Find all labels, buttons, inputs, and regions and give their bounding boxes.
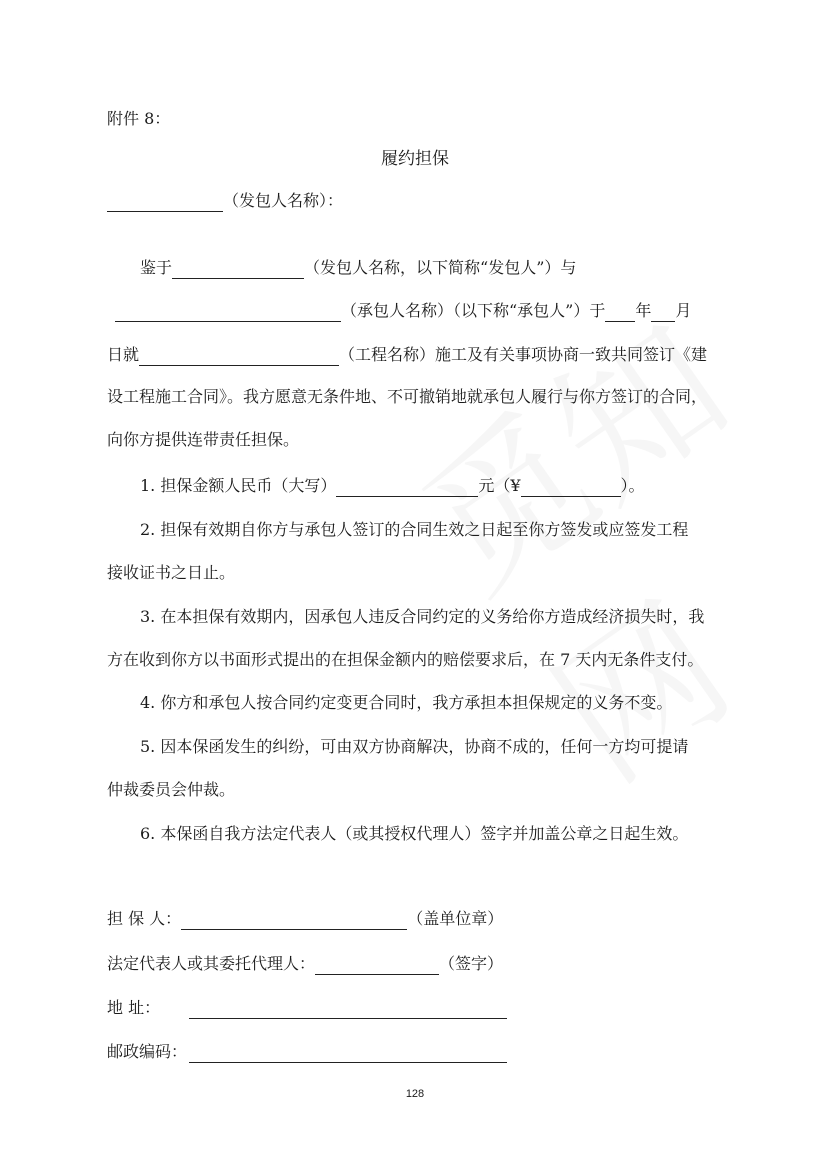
page-number: 128 bbox=[405, 1088, 425, 1100]
item-3-line-2: 方在收到你方以书面形式提出的在担保金额内的赔偿要求后，在 7 天内无条件支付。 bbox=[107, 650, 704, 669]
contractor-blank bbox=[115, 303, 341, 322]
recipient-line bbox=[107, 190, 343, 212]
item-4: 4. 你方和承包人按合同约定变更合同时，我方承担本担保规定的义务不变。 bbox=[140, 693, 673, 712]
p1-line-2: （承包人名称）（以下称“承包人”）于 年 月 bbox=[115, 300, 691, 322]
amount-figures-blank bbox=[521, 478, 621, 497]
postcode-blank bbox=[189, 1044, 507, 1063]
item-2-line-2: 接收证书之日止。 bbox=[107, 563, 236, 582]
guarantor-line bbox=[107, 908, 503, 930]
recipient-blank bbox=[107, 193, 223, 212]
guarantor-note: （盖单位章） bbox=[407, 909, 504, 928]
postcode-label: 邮政编码： bbox=[107, 1042, 188, 1061]
amount-words-blank bbox=[336, 478, 478, 497]
p1-line-3: 日就 （工程名称）施工及有关事项协商一致共同签订《建 bbox=[107, 345, 708, 364]
project-blank bbox=[139, 347, 339, 366]
representative-note: （签字） bbox=[439, 954, 504, 973]
item-3-line-1: 3. 在本担保有效期内，因承包人违反合同约定的义务给你方造成经济损失时，我 bbox=[140, 607, 705, 626]
representative-label: 法定代表人或其委托代理人： bbox=[107, 954, 316, 973]
p1-line-4: 设工程施工合同》。我方愿意无条件地、不可撤销地就承包人履行与你方签订的合同， bbox=[107, 387, 708, 406]
item-5-line-1: 5. 因本保函发生的纠纷，可由双方协商解决，协商不成的，任何一方均可提请 bbox=[140, 737, 689, 756]
item-1: 1. 担保金额人民币（大写） 元（¥ ）。 bbox=[140, 476, 645, 495]
representative-blank bbox=[315, 956, 439, 975]
attachment-label: 附件 8： bbox=[107, 109, 171, 128]
postcode-line bbox=[107, 1041, 507, 1063]
p1-line-1: 鉴于 （发包人名称，以下简称“发包人”）与 bbox=[140, 258, 577, 277]
representative-line bbox=[107, 953, 503, 975]
item-5-line-2: 仲裁委员会仲裁。 bbox=[107, 780, 236, 799]
document-title: 履约担保 bbox=[381, 149, 449, 169]
month-blank bbox=[651, 303, 675, 322]
item-6: 6. 本保函自我方法定代表人（或其授权代理人）签字并加盖公章之日起生效。 bbox=[140, 824, 689, 843]
address-label: 地 址： bbox=[107, 998, 161, 1017]
guarantor-blank bbox=[181, 911, 407, 930]
employer-blank bbox=[172, 260, 304, 279]
p1-line-5: 向你方提供连带责任担保。 bbox=[107, 430, 300, 449]
guarantor-label: 担 保 人： bbox=[107, 909, 182, 928]
year-blank bbox=[605, 303, 635, 322]
recipient-suffix: （发包人名称）： bbox=[223, 191, 344, 210]
address-line bbox=[107, 997, 507, 1019]
item-2-line-1: 2. 担保有效期自你方与承包人签订的合同生效之日起至你方签发或应签发工程 bbox=[140, 520, 689, 539]
address-blank bbox=[189, 1000, 507, 1019]
